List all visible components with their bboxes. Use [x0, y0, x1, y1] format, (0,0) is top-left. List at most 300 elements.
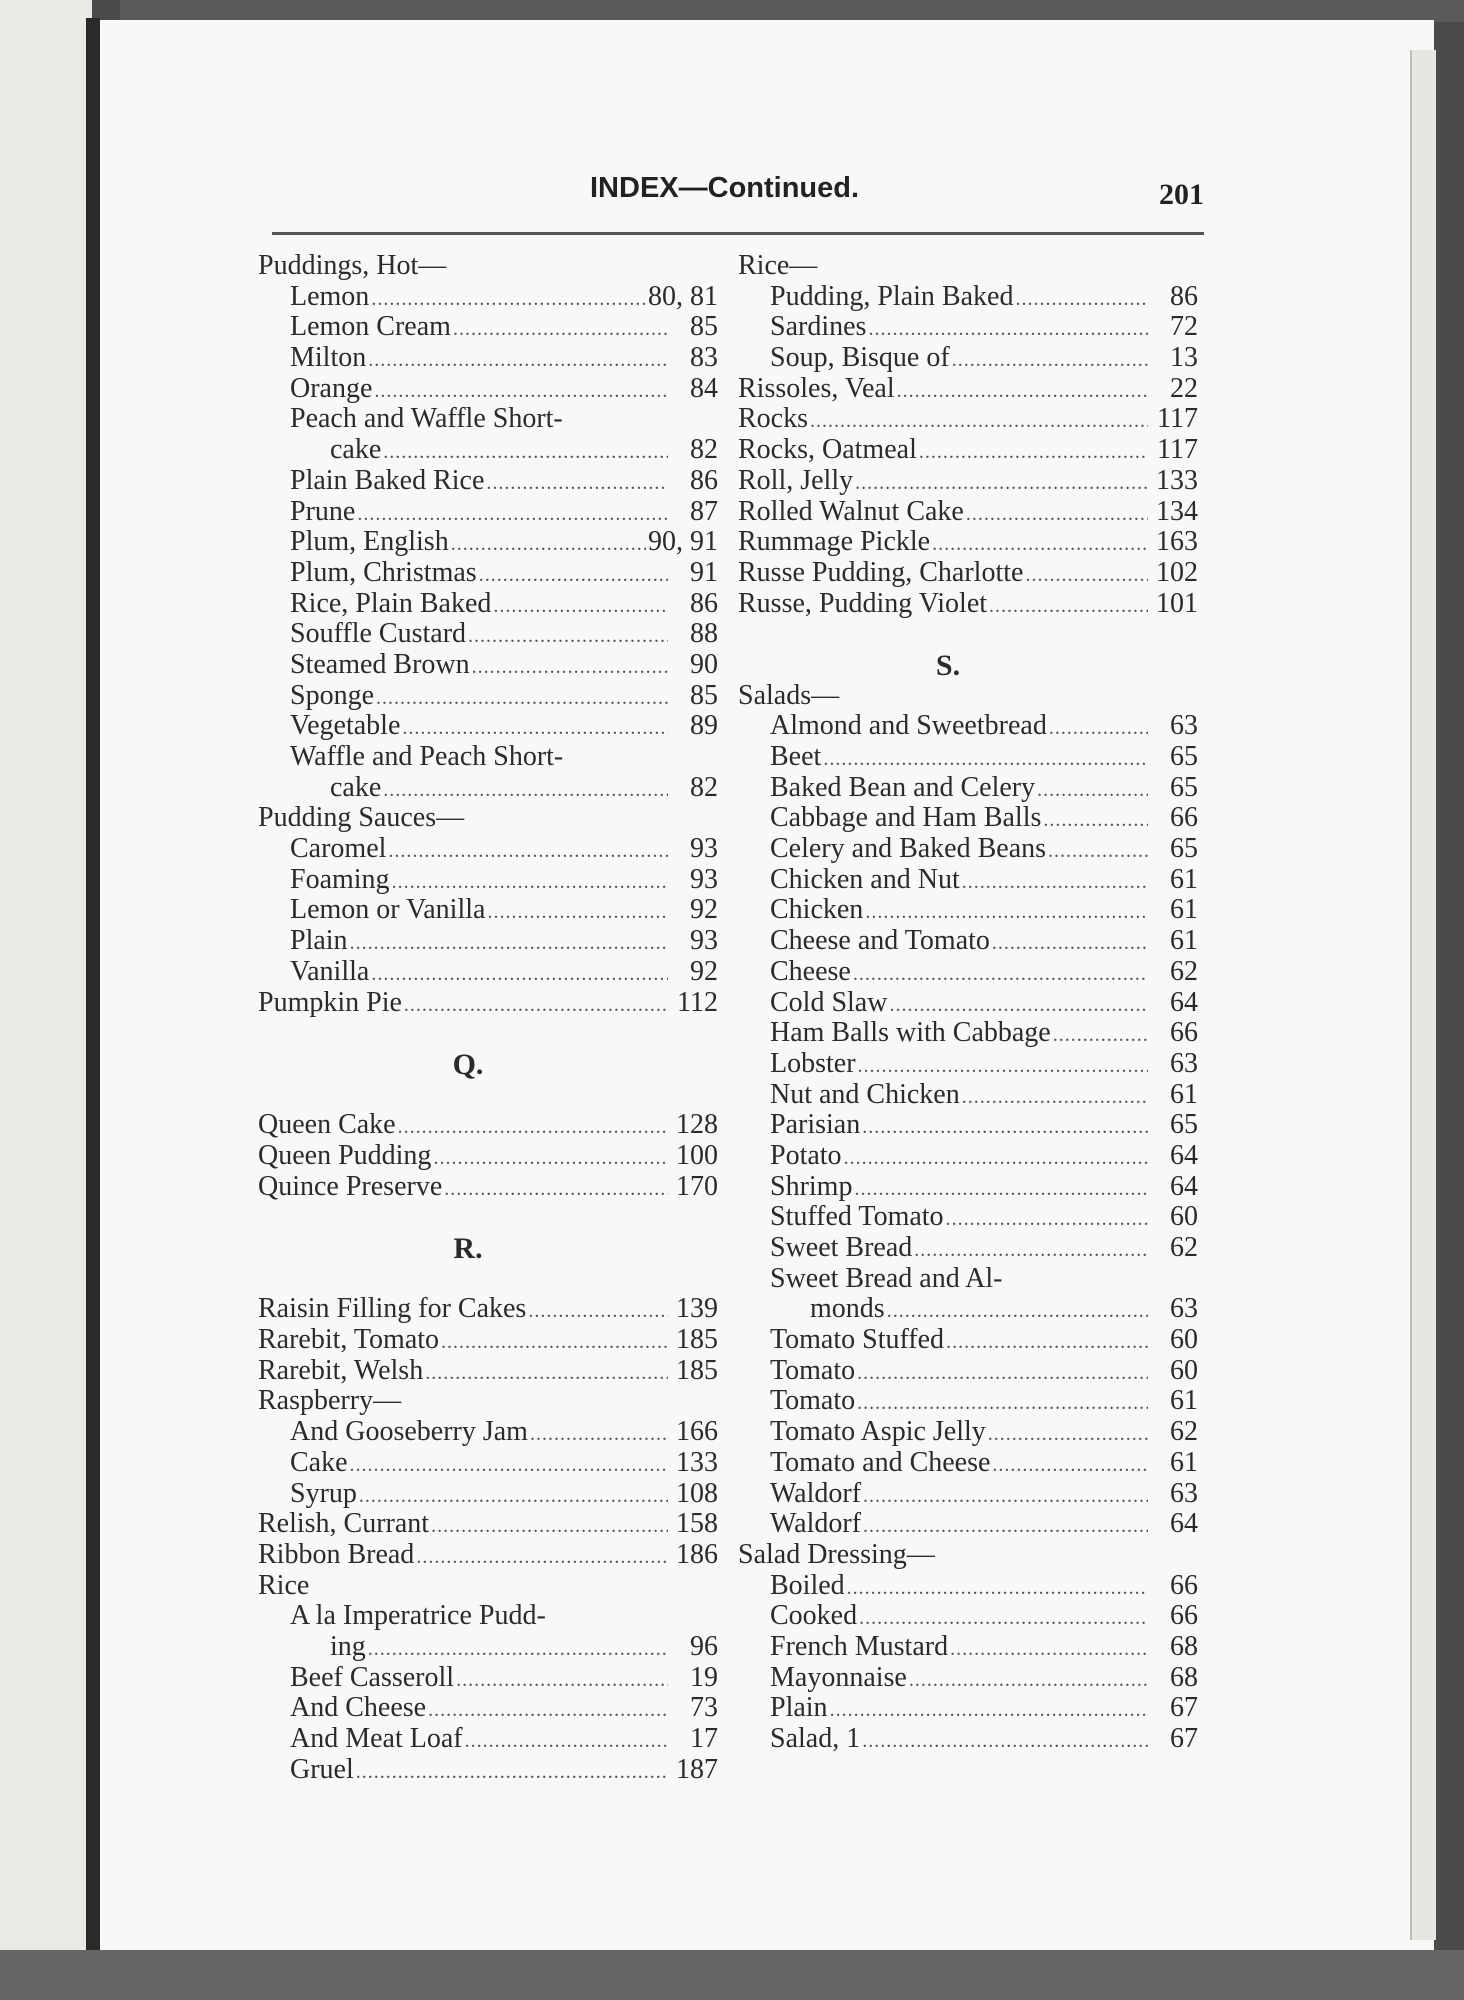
leader-dots [853, 963, 1148, 986]
entry-text: Syrup [290, 1477, 357, 1509]
entry-text: A la Imperatrice Pudd- [290, 1600, 546, 1632]
entry-text: Salad Dressing— [738, 1538, 935, 1570]
index-entry [258, 281, 718, 312]
entry-page-number: 62 [1170, 1416, 1198, 1448]
index-entry [738, 1293, 1198, 1324]
entry-text: cake [330, 771, 382, 803]
leader-dots [425, 1362, 668, 1385]
index-entry [738, 1171, 1198, 1202]
leader-dots [857, 1392, 1148, 1415]
index-entry [258, 864, 718, 895]
entry-text: Sweet Bread and Al- [770, 1262, 1003, 1294]
entry-text: Rocks, Oatmeal [738, 434, 917, 466]
entry-text: French Mustard [770, 1630, 949, 1662]
entry-text: Lemon [290, 280, 370, 312]
entry-page-number: 87 [690, 495, 718, 527]
running-header [272, 170, 1204, 240]
leader-dots [946, 1331, 1148, 1354]
entry-text: Rissoles, Veal [738, 372, 895, 404]
leader-dots [357, 503, 668, 526]
index-entry [258, 1723, 718, 1754]
index-entry [258, 710, 718, 741]
entry-text: Raisin Filling for Cakes [258, 1293, 527, 1325]
index-entry [258, 1171, 718, 1202]
index-entry [258, 1631, 718, 1662]
index-entry [738, 802, 1198, 833]
index-heading [738, 1539, 1198, 1570]
leader-dots [383, 441, 668, 464]
entry-page-number: 19 [690, 1661, 718, 1693]
entry-page-number: 91 [690, 556, 718, 588]
leader-dots [932, 533, 1148, 556]
header-rule [272, 232, 1204, 235]
leader-dots [989, 595, 1148, 618]
entry-text: And Meat Loaf [290, 1723, 463, 1754]
entry-page-number: 93 [690, 833, 718, 865]
leader-dots [1048, 840, 1148, 863]
leader-dots [368, 349, 668, 372]
entry-text: Waffle and Peach Short- [290, 741, 564, 772]
entry-page-number: 90 [690, 648, 718, 680]
leader-dots [897, 380, 1148, 403]
index-entry [258, 894, 718, 925]
entry-text: Roll, Jelly [738, 464, 854, 496]
entry-page-number: 90, 91 [648, 526, 718, 558]
index-entry [258, 1447, 718, 1478]
index-entry [258, 1754, 718, 1785]
scan-border-bottom [0, 1950, 1464, 2000]
entry-page-number: 112 [677, 986, 718, 1018]
entry-page-number: 92 [690, 894, 718, 926]
entry-text: Cheese [770, 955, 851, 987]
index-entry [738, 1232, 1198, 1263]
index-entry [738, 772, 1198, 803]
index-entry [258, 1478, 718, 1509]
index-entry [258, 496, 718, 527]
index-entry [738, 1140, 1198, 1171]
entry-text: Mayonnaise [770, 1661, 907, 1693]
index-entry [258, 1539, 718, 1570]
leader-dots [444, 1178, 668, 1201]
entry-page-number: 170 [676, 1170, 718, 1202]
entry-page-number: 166 [676, 1416, 718, 1448]
index-entry [738, 342, 1198, 373]
leader-dots [862, 1116, 1148, 1139]
index-entry [738, 1109, 1198, 1140]
entry-page-number: 63 [1170, 1477, 1198, 1509]
entry-text: Boiled [770, 1569, 845, 1601]
leader-dots [962, 1086, 1148, 1109]
leader-dots [487, 901, 668, 924]
entry-page-number: 82 [690, 771, 718, 803]
leader-dots [350, 932, 668, 955]
scan-border-top [120, 0, 1464, 22]
leader-dots [428, 1699, 668, 1722]
leader-dots [404, 994, 668, 1017]
entry-page-number: 68 [1170, 1661, 1198, 1693]
entry-page-number: 65 [1170, 771, 1198, 803]
entry-page-number: 63 [1170, 1047, 1198, 1079]
entry-text: Gruel [290, 1753, 354, 1785]
entry-page-number: 133 [1156, 464, 1198, 496]
leader-dots [855, 472, 1148, 495]
entry-page-number: 64 [1170, 1139, 1198, 1171]
book-gutter [86, 18, 100, 1953]
entry-page-number: 86 [690, 464, 718, 496]
entry-page-number: 64 [1170, 1508, 1198, 1540]
entry-page-number: 62 [1170, 955, 1198, 987]
leader-dots [950, 1638, 1148, 1661]
entry-page-number: 186 [676, 1538, 718, 1570]
leader-dots [862, 1730, 1148, 1753]
index-entry [738, 956, 1198, 987]
leader-dots [1025, 564, 1148, 587]
entry-text: Rolled Walnut Cake [738, 495, 964, 527]
leader-dots [992, 932, 1148, 955]
spacer [258, 1017, 718, 1048]
entry-text: Celery and Baked Beans [770, 833, 1047, 865]
entry-text: Pudding, Plain Baked [770, 280, 1014, 312]
leader-dots [451, 533, 646, 556]
entry-page-number: 61 [1170, 894, 1198, 926]
entry-text: Tomato [770, 1354, 856, 1386]
entry-page-number: 134 [1156, 495, 1198, 527]
leader-dots [946, 1208, 1148, 1231]
leader-dots [844, 1147, 1148, 1170]
index-entry [738, 373, 1198, 404]
index-entry [738, 1631, 1198, 1662]
index-entry [738, 1478, 1198, 1509]
leader-dots [530, 1423, 668, 1446]
entry-text: Rarebit, Welsh [258, 1354, 424, 1386]
index-entry [258, 649, 718, 680]
entry-text: Vegetable [290, 710, 401, 742]
entry-text: Salad, 1 [770, 1723, 861, 1754]
index-entry [258, 311, 718, 342]
index-heading [258, 250, 718, 281]
index-entry [738, 1048, 1198, 1079]
entry-page-number: 61 [1170, 1446, 1198, 1478]
index-entry [738, 1263, 1198, 1294]
index-entry [738, 894, 1198, 925]
entry-text: And Gooseberry Jam [290, 1416, 528, 1448]
index-entry [738, 403, 1198, 434]
leader-dots [1049, 717, 1148, 740]
entry-page-number: 64 [1170, 1170, 1198, 1202]
leader-dots [830, 1699, 1148, 1722]
leader-dots [854, 1178, 1148, 1201]
leader-dots [371, 288, 646, 311]
leader-dots [402, 717, 668, 740]
entry-text: And Cheese [290, 1692, 427, 1724]
index-entry [738, 588, 1198, 619]
leader-dots [823, 748, 1148, 771]
entry-page-number: 158 [676, 1508, 718, 1540]
entry-page-number: 128 [676, 1109, 718, 1141]
entry-page-number: 67 [1170, 1723, 1198, 1754]
entry-page-number: 60 [1170, 1201, 1198, 1233]
entry-page-number: 62 [1170, 1232, 1198, 1263]
entry-text: Waldorf [770, 1508, 862, 1540]
leader-dots [528, 1300, 668, 1323]
section-letter: S. [935, 648, 961, 682]
entry-page-number: 85 [690, 311, 718, 343]
entry-text: Caromel [290, 833, 387, 865]
index-entry [258, 1692, 718, 1723]
entry-page-number: 60 [1170, 1324, 1198, 1356]
index-entry [258, 557, 718, 588]
entry-text: Rummage Pickle [738, 526, 931, 558]
leader-dots [456, 1669, 668, 1692]
index-heading [258, 1385, 718, 1416]
entry-text: Pumpkin Pie [258, 986, 402, 1018]
entry-text: Puddings, Hot— [258, 250, 447, 281]
entry-text: Lobster [770, 1047, 856, 1079]
entry-page-number: 187 [676, 1753, 718, 1785]
entry-text: Plain Baked Rice [290, 464, 485, 496]
leader-dots [465, 1730, 668, 1753]
leader-dots [416, 1546, 668, 1569]
entry-page-number: 93 [690, 925, 718, 957]
leader-dots [887, 1300, 1148, 1323]
entry-text: Pudding Sauces— [258, 802, 465, 834]
index-entry [738, 526, 1198, 557]
entry-text: cake [330, 434, 382, 466]
entry-page-number: 66 [1170, 1569, 1198, 1601]
entry-page-number: 60 [1170, 1354, 1198, 1386]
leader-dots [486, 472, 668, 495]
entry-page-number: 86 [1170, 280, 1198, 312]
entry-page-number: 13 [1170, 342, 1198, 374]
index-entry [258, 465, 718, 496]
entry-page-number: 100 [676, 1139, 718, 1171]
facing-page [0, 0, 92, 2000]
page-edge [1410, 50, 1436, 1940]
index-entry [258, 434, 718, 465]
leader-dots [865, 901, 1148, 924]
index-entry [738, 1355, 1198, 1386]
index-entry [258, 618, 718, 649]
spacer [258, 1079, 718, 1110]
entry-text: Nut and Chicken [770, 1078, 960, 1110]
entry-text: Tomato Aspic Jelly [770, 1416, 986, 1448]
entry-text: Parisian [770, 1109, 861, 1141]
leader-dots [472, 656, 668, 679]
index-entry [738, 1723, 1198, 1754]
leader-dots [398, 1116, 668, 1139]
entry-text: Raspberry— [258, 1385, 402, 1417]
index-entry [258, 1293, 718, 1324]
entry-text: Souffle Custard [290, 618, 467, 650]
index-entry [738, 925, 1198, 956]
entry-text: Rice— [738, 250, 818, 281]
leader-dots [889, 994, 1148, 1017]
entry-page-number: 61 [1170, 925, 1198, 957]
index-entry [258, 526, 718, 557]
leader-dots [863, 1515, 1148, 1538]
index-entry [738, 465, 1198, 496]
leader-dots [868, 318, 1148, 341]
entry-page-number: 80, 81 [648, 280, 718, 312]
entry-text: Sardines [770, 311, 867, 343]
entry-page-number: 61 [1170, 1385, 1198, 1417]
entry-text: monds [810, 1293, 885, 1325]
leader-dots [388, 840, 668, 863]
entry-page-number: 117 [1157, 434, 1198, 466]
index-entry [738, 710, 1198, 741]
entry-text: Steamed Brown [290, 648, 470, 680]
entry-text: ing [330, 1630, 366, 1662]
entry-page-number: 96 [690, 1630, 718, 1662]
leader-dots [479, 564, 668, 587]
index-entry [738, 1447, 1198, 1478]
entry-page-number: 133 [676, 1446, 718, 1478]
entry-text: Soup, Bisque of [770, 342, 950, 374]
leader-dots [392, 871, 668, 894]
entry-text: Foaming [290, 863, 390, 895]
entry-text: Tomato Stuffed [770, 1324, 945, 1356]
leader-dots [453, 318, 668, 341]
entry-text: Sponge [290, 679, 374, 711]
entry-page-number: 163 [1156, 526, 1198, 558]
entry-page-number: 65 [1170, 1109, 1198, 1141]
entry-page-number: 102 [1156, 556, 1198, 588]
leader-dots [909, 1669, 1148, 1692]
entry-text: Shrimp [770, 1170, 853, 1202]
index-entry [258, 956, 718, 987]
spacer [258, 1201, 718, 1232]
entry-page-number: 66 [1170, 802, 1198, 834]
index-entry [258, 833, 718, 864]
entry-text: Russe Pudding, Charlotte [738, 556, 1024, 588]
entry-text: Waldorf [770, 1477, 862, 1509]
leader-dots [1037, 779, 1148, 802]
entry-page-number: 65 [1170, 741, 1198, 772]
entry-text: Rice, Plain Baked [290, 587, 492, 619]
entry-text: Tomato and Cheese [770, 1446, 991, 1478]
entry-page-number: 61 [1170, 1078, 1198, 1110]
entry-text: Milton [290, 342, 367, 374]
index-entry [738, 1662, 1198, 1693]
entry-page-number: 93 [690, 863, 718, 895]
entry-page-number: 66 [1170, 1017, 1198, 1049]
entry-page-number: 61 [1170, 863, 1198, 895]
entry-text: Ribbon Bread [258, 1538, 415, 1570]
entry-text: Plain [770, 1692, 828, 1724]
entry-text: Vanilla [290, 955, 370, 987]
leader-dots [859, 1607, 1148, 1630]
index-entry [738, 557, 1198, 588]
leader-dots [431, 1515, 668, 1538]
entry-text: Quince Preserve [258, 1170, 443, 1202]
entry-text: Relish, Currant [258, 1508, 430, 1540]
index-entry [738, 864, 1198, 895]
index-entry [738, 496, 1198, 527]
entry-page-number: 108 [676, 1477, 718, 1509]
index-entry [738, 281, 1198, 312]
index-entry [258, 1355, 718, 1386]
leader-dots [863, 1485, 1148, 1508]
index-entry [258, 925, 718, 956]
index-entry [258, 1416, 718, 1447]
index-entry [258, 403, 718, 434]
leader-dots [368, 1638, 668, 1661]
entry-text: Rarebit, Tomato [258, 1324, 440, 1356]
leader-dots [383, 779, 668, 802]
entry-page-number: 63 [1170, 1293, 1198, 1325]
entry-page-number: 185 [676, 1354, 718, 1386]
index-entry [258, 680, 718, 711]
entry-page-number: 86 [690, 587, 718, 619]
index-heading [738, 680, 1198, 711]
entry-text: Prune [290, 495, 356, 527]
entry-text: Russe, Pudding Violet [738, 587, 988, 619]
leader-dots [359, 1485, 668, 1508]
entry-text: Cake [290, 1446, 348, 1478]
leader-dots [350, 1454, 668, 1477]
entry-page-number: 89 [690, 710, 718, 742]
entry-text: Sweet Bread [770, 1232, 913, 1263]
entry-page-number: 67 [1170, 1692, 1198, 1724]
index-entry [738, 1385, 1198, 1416]
entry-text: Plum, Christmas [290, 556, 477, 588]
index-heading [258, 802, 718, 833]
entry-page-number: 85 [690, 679, 718, 711]
entry-text: Queen Cake [258, 1109, 396, 1141]
leader-dots [952, 349, 1148, 372]
entry-page-number: 84 [690, 372, 718, 404]
entry-page-number: 101 [1156, 587, 1198, 619]
index-entry [258, 1324, 718, 1355]
entry-text: Chicken [770, 894, 864, 926]
leader-dots [371, 963, 668, 986]
entry-text: Beet [770, 741, 822, 772]
entry-page-number: 117 [1157, 403, 1198, 435]
index-column-right [738, 250, 1198, 1754]
entry-text: Plum, English [290, 526, 449, 558]
index-entry [738, 1017, 1198, 1048]
entry-text: Plain [290, 925, 348, 957]
leader-dots [847, 1577, 1148, 1600]
entry-text: Lemon or Vanilla [290, 894, 486, 926]
entry-page-number: 17 [690, 1723, 718, 1754]
entry-page-number: 64 [1170, 986, 1198, 1018]
leader-dots [914, 1239, 1148, 1262]
index-entry [738, 1570, 1198, 1601]
entry-text: Cold Slaw [770, 986, 888, 1018]
leader-dots [493, 595, 668, 618]
entry-page-number: 65 [1170, 833, 1198, 865]
index-entry [738, 1600, 1198, 1631]
leader-dots [441, 1331, 668, 1354]
page-number: 201 [1159, 178, 1204, 211]
entry-page-number: 83 [690, 342, 718, 374]
entry-text: Chicken and Nut [770, 863, 960, 895]
entry-page-number: 88 [690, 618, 718, 650]
index-entry [258, 1109, 718, 1140]
entry-page-number: 22 [1170, 372, 1198, 404]
index-entry [738, 1079, 1198, 1110]
entry-page-number: 72 [1170, 311, 1198, 343]
entry-text: Rice [258, 1569, 310, 1601]
index-entry [738, 434, 1198, 465]
index-entry [258, 588, 718, 619]
entry-page-number: 73 [690, 1692, 718, 1724]
section-letter: Q. [452, 1047, 484, 1081]
entry-page-number: 68 [1170, 1630, 1198, 1662]
leader-dots [857, 1362, 1148, 1385]
leader-dots [919, 441, 1148, 464]
